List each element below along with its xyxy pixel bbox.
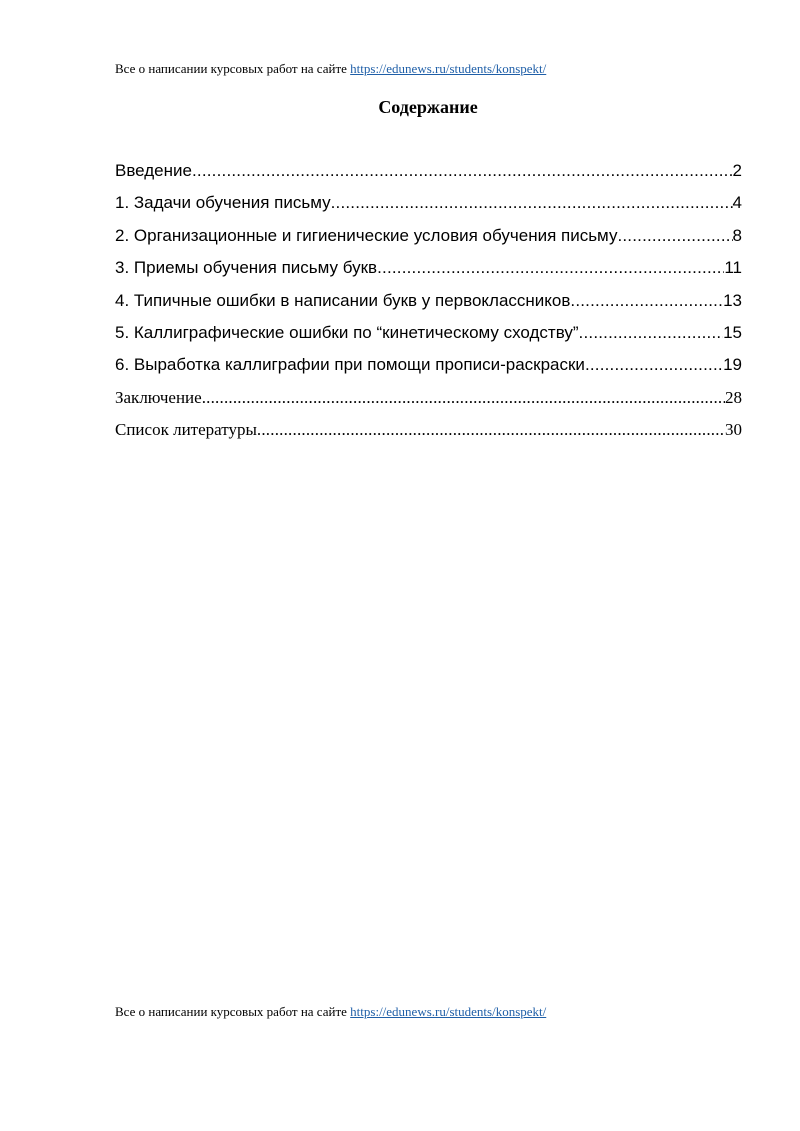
toc-entry-page: 28 — [725, 387, 742, 407]
toc-dot-leader — [192, 160, 733, 182]
toc-entry-label: Заключение — [115, 387, 202, 407]
toc-entry[interactable] — [115, 419, 742, 451]
toc-entry-label: 4. Типичные ошибки в написании букв у первоклассников — [115, 290, 571, 310]
toc-entry-label: 3. Приемы обучения письму букв — [115, 258, 378, 278]
toc-entry-label: 1. Задачи обучения письму — [115, 193, 331, 213]
toc-entry[interactable] — [115, 387, 742, 419]
toc-entry[interactable] — [115, 257, 742, 289]
toc-dot-leader — [377, 257, 724, 279]
toc-entry[interactable] — [115, 290, 742, 322]
toc-entry-label: Введение — [115, 161, 192, 180]
toc-entry-page: 8 — [732, 225, 742, 245]
running-footer-text: Все о написании курсовых работ на сайте — [115, 1004, 347, 1019]
toc-entry[interactable] — [115, 322, 742, 354]
toc-entry-page: 15 — [723, 322, 742, 342]
running-footer — [115, 1004, 546, 1020]
toc-dot-leader — [617, 225, 732, 247]
toc-entry[interactable] — [115, 225, 742, 257]
toc-dot-leader — [579, 322, 724, 344]
toc-entry-page: 30 — [725, 420, 742, 440]
toc-entry-page: 2 — [732, 161, 742, 180]
running-header-text: Все о написании курсовых работ на сайте — [115, 61, 347, 76]
toc-dot-leader — [570, 290, 723, 312]
toc-entry-label: 6. Выработка каллиграфии при помощи прописи-раскраски — [115, 355, 585, 375]
table-of-contents — [115, 160, 742, 452]
toc-dot-leader — [585, 354, 723, 376]
toc-entry-page: 13 — [723, 290, 742, 310]
toc-entry-page: 19 — [723, 355, 742, 375]
toc-entry-page: 11 — [724, 258, 742, 278]
toc-entry-page: 4 — [732, 193, 742, 213]
toc-dot-leader — [257, 419, 725, 441]
toc-entry-label: 2. Организационные и гигиенические условия обучения письму — [115, 225, 618, 245]
toc-entry[interactable] — [115, 192, 742, 224]
running-header — [115, 61, 546, 77]
toc-dot-leader — [331, 192, 733, 214]
toc-dot-leader — [202, 387, 725, 409]
toc-entry-label: Список литературы — [115, 420, 257, 440]
toc-entry[interactable] — [115, 160, 742, 192]
toc-entry-label: 5. Каллиграфические ошибки по “кинетическому сходству” — [115, 322, 579, 342]
toc-entry[interactable] — [115, 354, 742, 386]
running-footer-link[interactable]: https://edunews.ru/students/konspekt/ — [350, 1004, 547, 1019]
running-header-link[interactable]: https://edunews.ru/students/konspekt/ — [350, 61, 547, 76]
toc-title: Содержание — [378, 97, 478, 117]
